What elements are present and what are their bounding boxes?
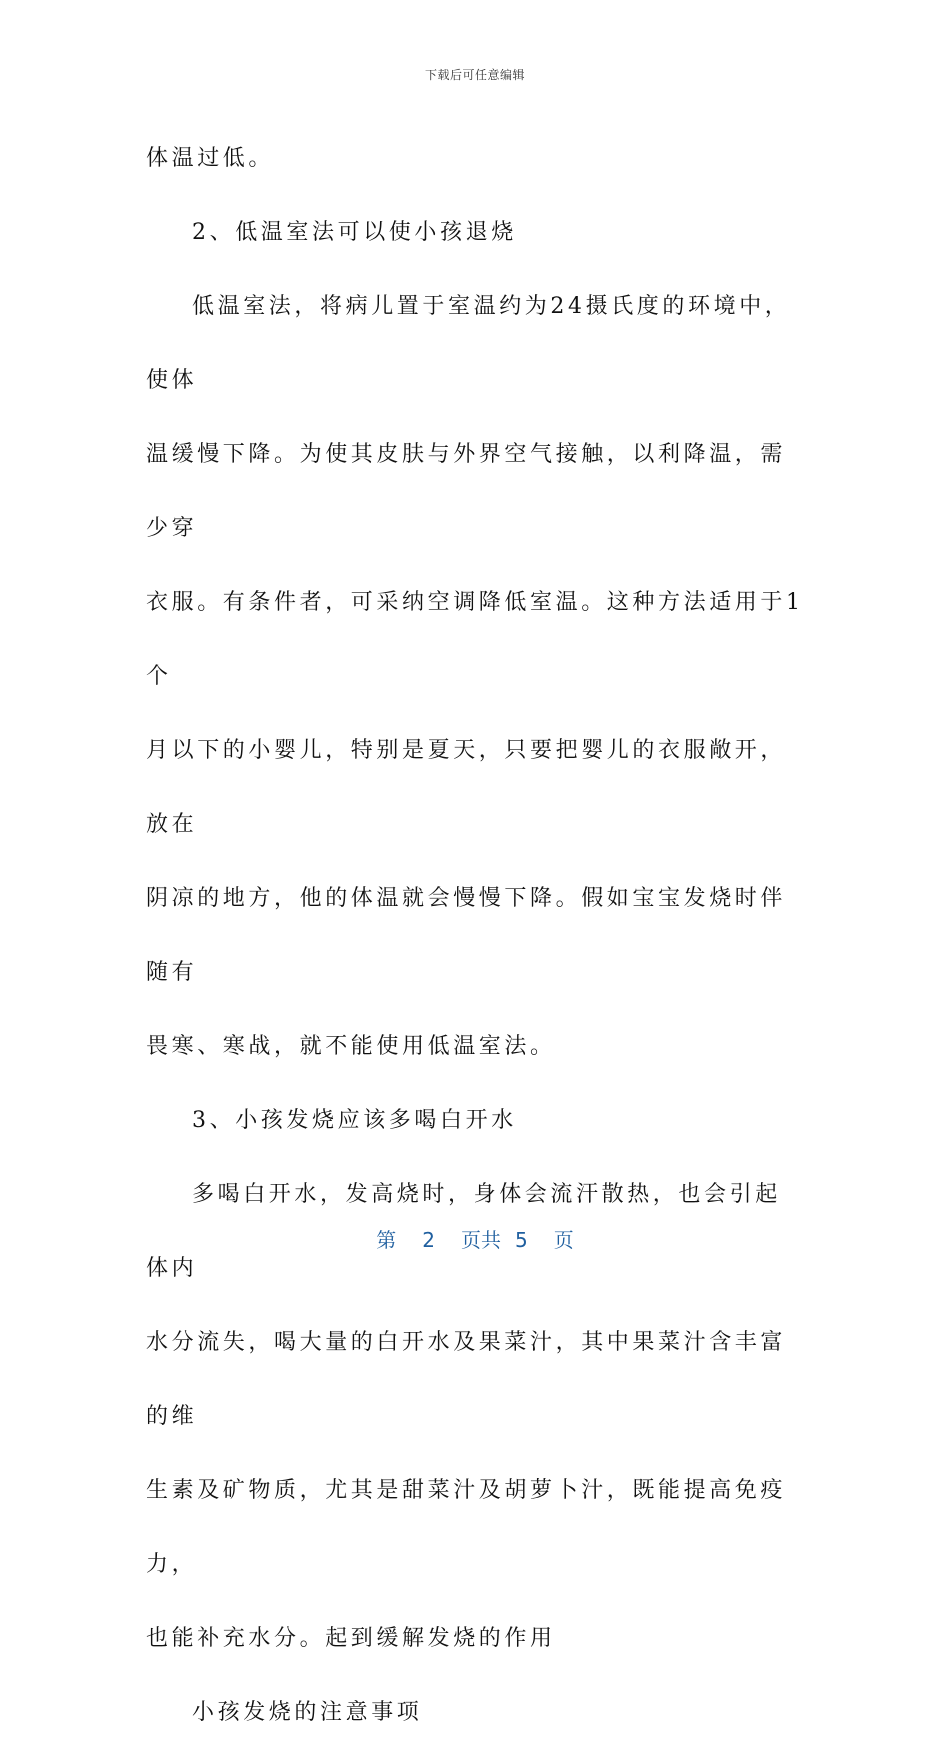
- section-heading: 2、低温室法可以使小孩退烧: [192, 220, 517, 245]
- body-line: 月以下的小婴儿，特别是夏天，只要把婴儿的衣服敞开，放在: [146, 738, 787, 837]
- footer-prefix: 第: [376, 1228, 397, 1252]
- page-header: 下载后可任意编辑: [424, 68, 525, 82]
- footer-middle: 页共: [461, 1228, 501, 1252]
- body-line: 阴凉的地方，他的体温就会慢慢下降。假如宝宝发烧时伴随有: [146, 886, 787, 985]
- footer-suffix: 页: [553, 1228, 574, 1252]
- section-heading: 小孩发烧的注意事项: [192, 1700, 423, 1725]
- body-line: 畏寒、寒战，就不能使用低温室法。: [146, 1034, 556, 1059]
- body-line: 体温过低。: [146, 146, 275, 171]
- page-footer: [0, 1224, 950, 1253]
- body-line: 温缓慢下降。为使其皮肤与外界空气接触，以利降温，需少穿: [146, 442, 787, 541]
- total-pages-number: 5: [515, 1228, 528, 1252]
- document-body: [146, 122, 806, 1750]
- body-line: 低温室法，将病儿置于室温约为24摄氏度的环境中，使体: [146, 294, 791, 393]
- body-line: 水分流失，喝大量的白开水及果菜汁，其中果菜汁含丰富的维: [146, 1330, 787, 1429]
- body-line: 多喝白开水，发高烧时，身体会流汗散热，也会引起体内: [146, 1182, 781, 1281]
- body-line: 衣服。有条件者，可采纳空调降低室温。这种方法适用于1个: [146, 590, 804, 689]
- body-line: 生素及矿物质，尤其是甜菜汁及胡萝卜汁，既能提高免疫力，: [146, 1478, 787, 1577]
- current-page-number: 2: [422, 1228, 435, 1252]
- section-heading: 3、小孩发烧应该多喝白开水: [192, 1108, 517, 1133]
- body-line: 也能补充水分。起到缓解发烧的作用: [146, 1626, 556, 1651]
